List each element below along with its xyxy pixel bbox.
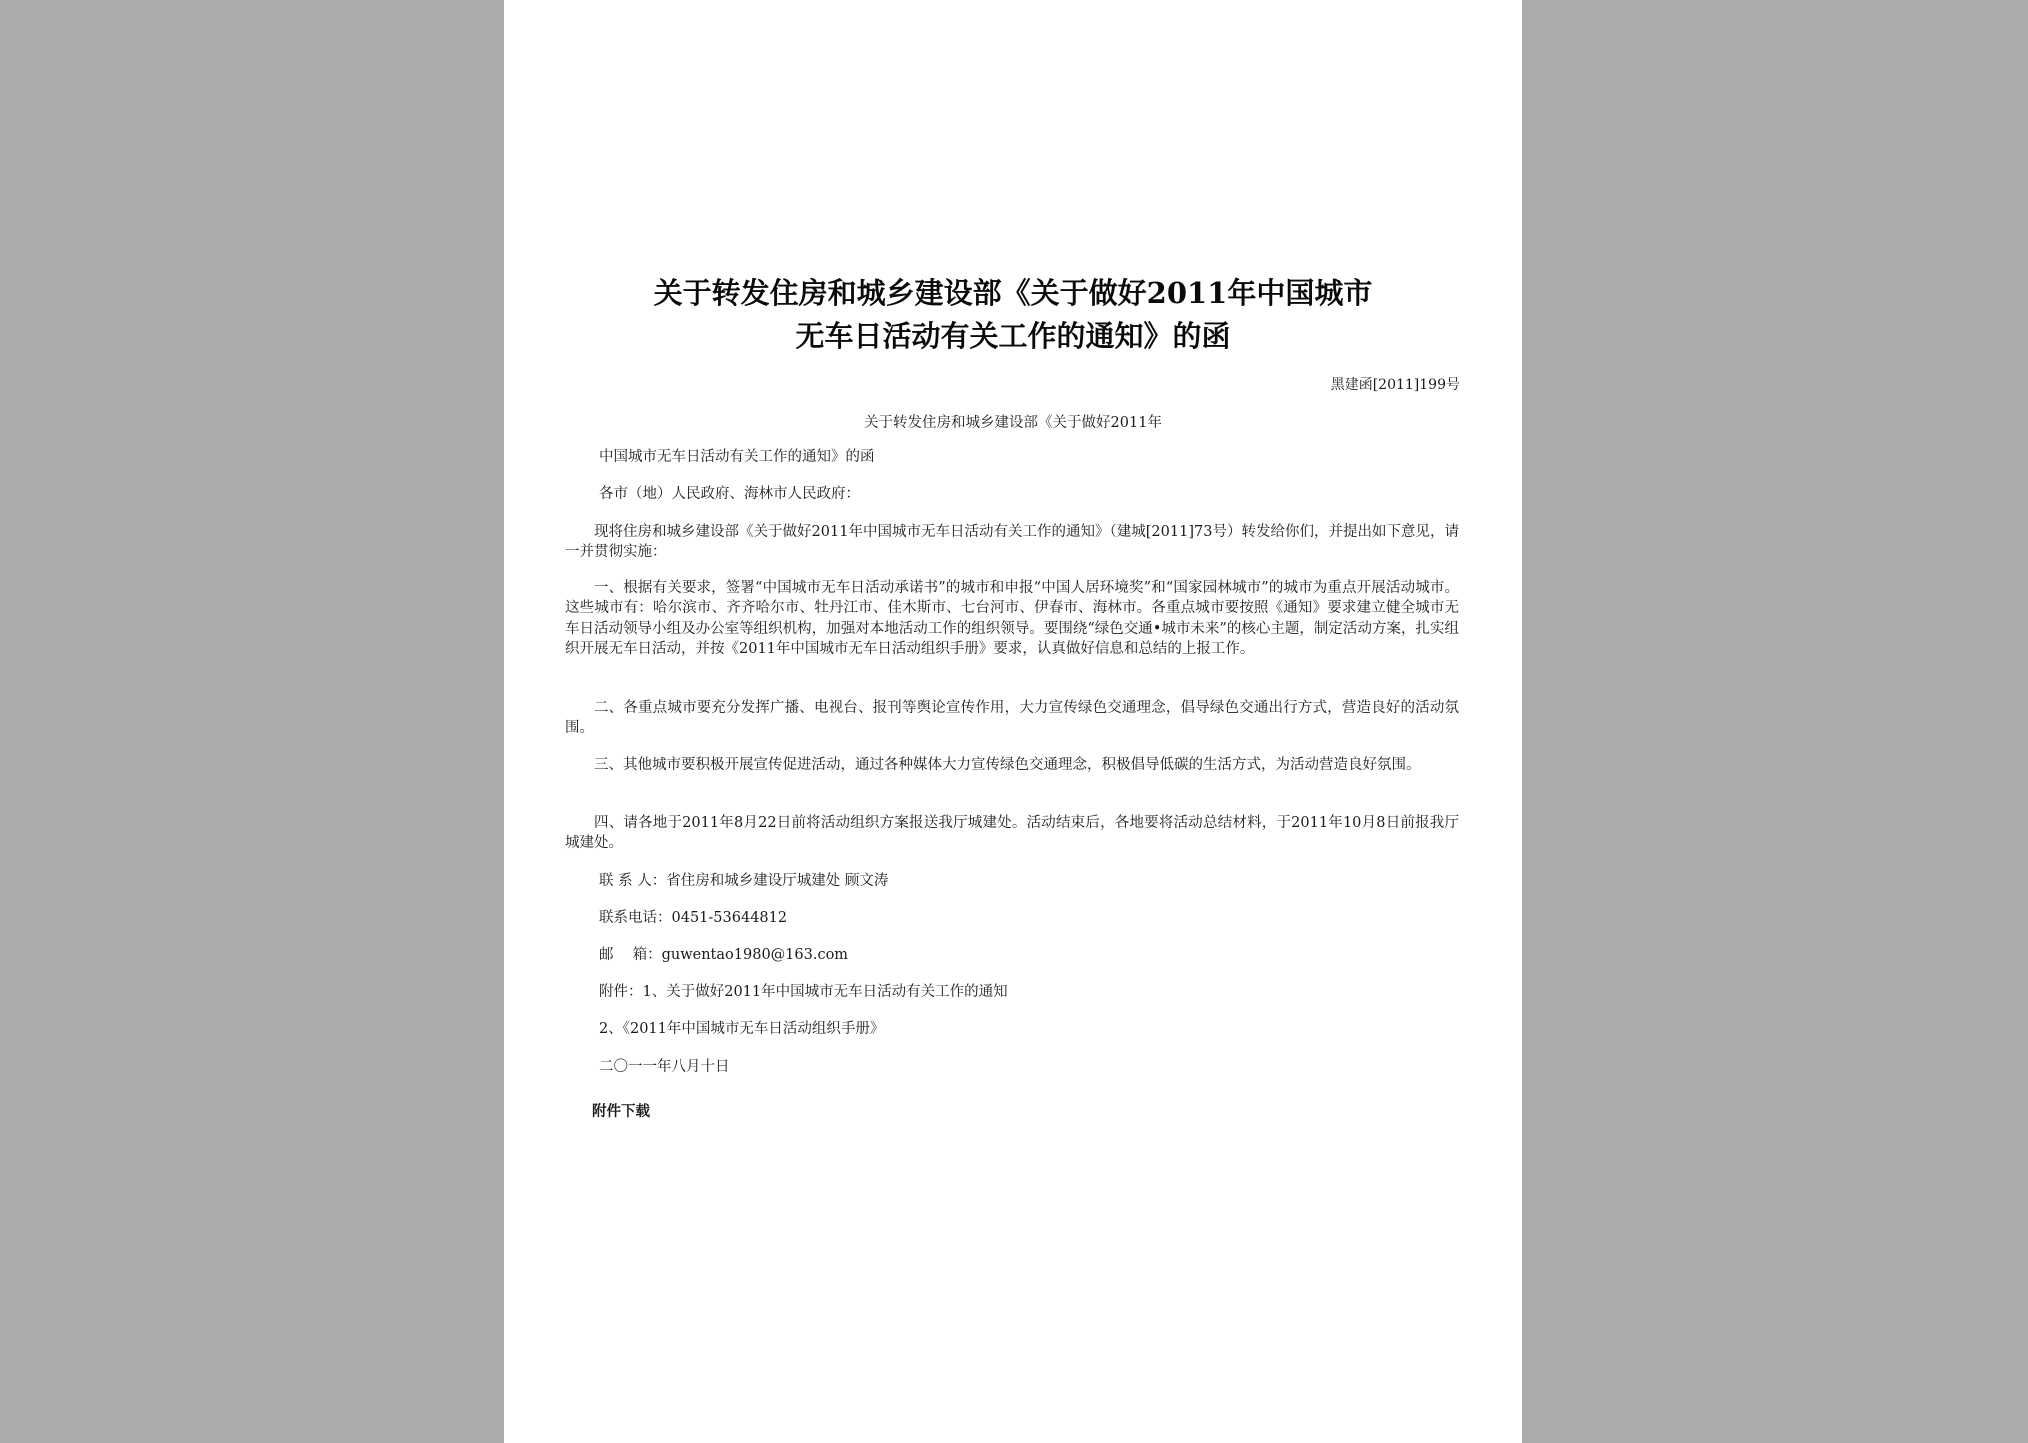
salutation: 各市（地）人民政府、海林市人民政府： xyxy=(599,486,860,502)
subtitle-line-2: 中国城市无车日活动有关工作的通知》的函 xyxy=(599,449,875,465)
document-date: 二〇一一年八月十日 xyxy=(599,1059,730,1075)
contact-phone: 联系电话：0451-53644812 xyxy=(599,910,788,926)
document-page xyxy=(504,0,1522,1443)
contact-email: 邮 箱：guwentao1980@163.com xyxy=(599,947,849,963)
document-title-line-1: 关于转发住房和城乡建设部《关于做好2011年中国城市 xyxy=(653,276,1373,310)
attachment-1: 附件：1、关于做好2011年中国城市无车日活动有关工作的通知 xyxy=(599,984,1008,1000)
contact-person: 联 系 人：省住房和城乡建设厅城建处 顾文涛 xyxy=(599,873,889,889)
item-1-paragraph: 一、根据有关要求，签署“中国城市无车日活动承诺书”的城市和申报“中国人居环境奖”和“国家园林城市”的城市为重点开展活动城市。这些城市有：哈尔滨市、齐齐哈尔市、牡丹江市、佳木斯市、七台河市、伊春市、海林市。各重点城市要按照《通知》要求建立健全城市无车日活动领导小组及办公室等组织机构，加强对本地活动工作的组织领导。要围绕“绿色交通•城市未来”的核心主题，制定活动方案，扎实组织开展无车日活动，并按《2011年中国城市无车日活动组织手册》要求，认真做好信息和总结的上报工作。 xyxy=(565,580,1459,658)
subtitle-line-1: 关于转发住房和城乡建设部《关于做好2011年 xyxy=(864,415,1162,431)
item-3-paragraph: 三、其他城市要积极开展宣传促进活动，通过各种媒体大力宣传绿色交通理念，积极倡导低碳的生活方式，为活动营造良好氛围。 xyxy=(594,757,1421,773)
document-number: 黑建函[2011]199号 xyxy=(1330,377,1460,393)
document-title-line-2: 无车日活动有关工作的通知》的函 xyxy=(795,319,1231,353)
attachment-download-link[interactable]: 附件下载 xyxy=(592,1103,650,1120)
item-2-paragraph: 二、各重点城市要充分发挥广播、电视台、报刊等舆论宣传作用，大力宣传绿色交通理念，倡导绿色交通出行方式，营造良好的活动氛围。 xyxy=(565,700,1459,737)
item-4-paragraph: 四、请各地于2011年8月22日前将活动组织方案报送我厅城建处。活动结束后，各地要将活动总结材料，于2011年10月8日前报我厅城建处。 xyxy=(565,815,1459,852)
attachment-2: 2、《2011年中国城市无车日活动组织手册》 xyxy=(599,1021,885,1037)
intro-paragraph: 现将住房和城乡建设部《关于做好2011年中国城市无车日活动有关工作的通知》（建城[2011]73号）转发给你们，并提出如下意见，请一并贯彻实施： xyxy=(565,524,1460,561)
